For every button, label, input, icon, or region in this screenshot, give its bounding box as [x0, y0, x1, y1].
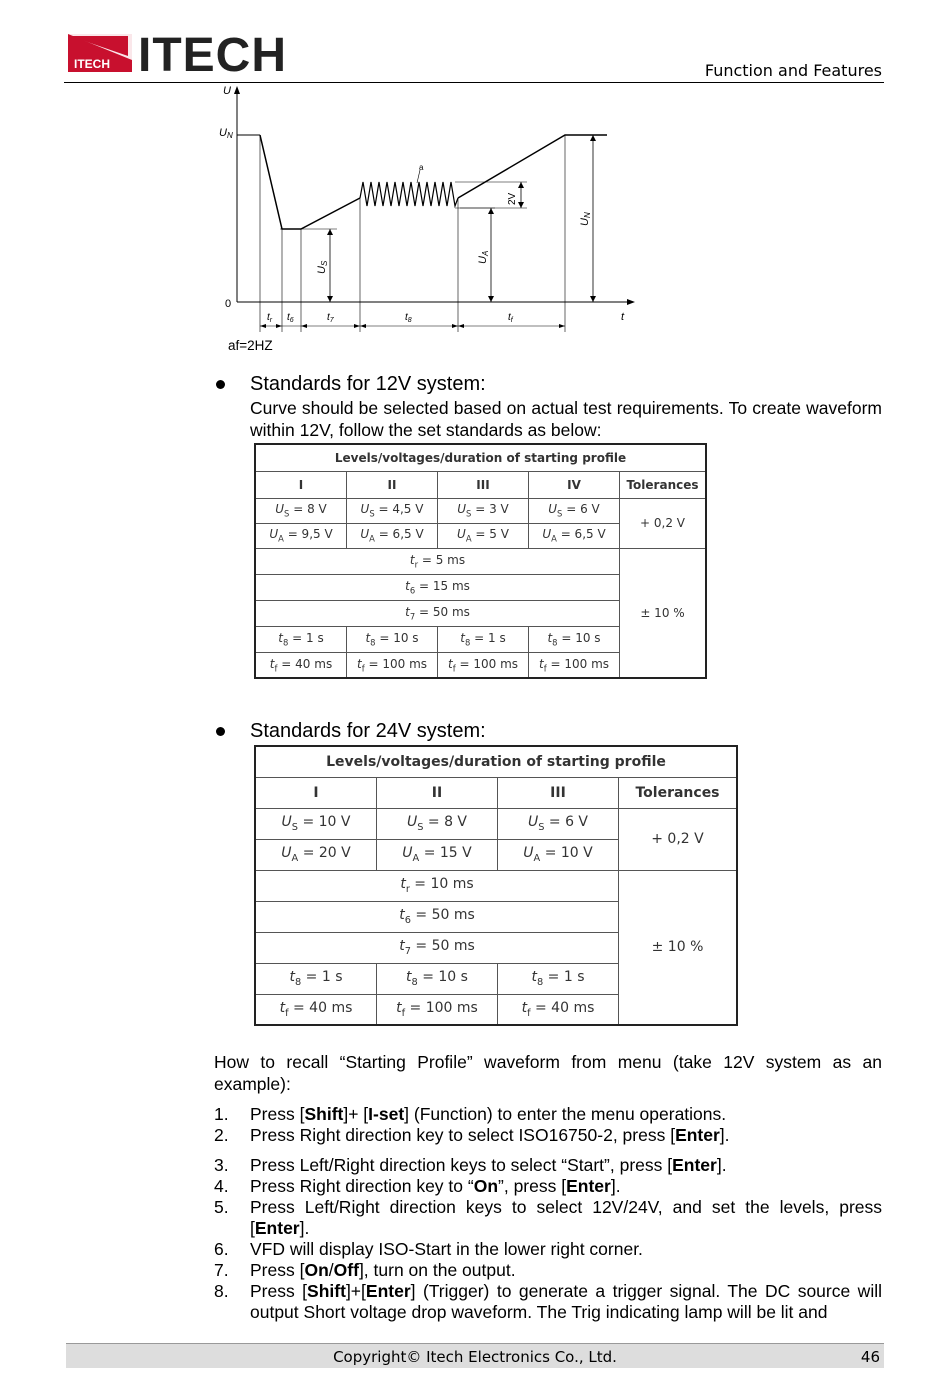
recall-intro: How to recall “Starting Profile” waveform from menu (take 12V system as an example):: [214, 1052, 882, 1094]
table-cell: $t_8 = 10$ s: [529, 626, 620, 652]
step-3: 3. Press Left/Right direction keys to select “Start”, press [Enter].: [214, 1155, 727, 1175]
table-cell: $t_f = 100$ ms: [377, 994, 498, 1025]
svg-text:UN: UN: [219, 127, 233, 140]
section-title: Function and Features: [704, 61, 882, 80]
itech-logo: [68, 30, 298, 81]
svg-text:US: US: [316, 260, 329, 274]
col-header: Tolerances: [620, 471, 707, 498]
col-header: II: [347, 471, 438, 498]
step-1: 1. Press [Shift]+ [I-set] (Function) to enter the menu operations.: [214, 1104, 727, 1124]
table-cell: ± 10 %: [620, 548, 707, 678]
col-header: II: [377, 777, 498, 808]
table-cell: $U_S = 10$ V: [255, 808, 377, 839]
table-12v: [254, 443, 707, 679]
table-cell: $U_S = 4,5$ V: [347, 498, 438, 523]
svg-text:2V: 2V: [507, 192, 518, 205]
col-header: III: [438, 471, 529, 498]
table-cell: $U_S = 3$ V: [438, 498, 529, 523]
table-cell: ± 10 %: [619, 870, 738, 1025]
step-7: 7. Press [On/Off], turn on the output.: [214, 1260, 516, 1280]
table-cell: $t_f = 40$ ms: [498, 994, 619, 1025]
header-divider: [64, 82, 884, 83]
table-cell: $U_A = 9,5$ V: [255, 523, 347, 548]
table-cell: $t_f = 40$ ms: [255, 994, 377, 1025]
svg-text:t8: $t_8$: [405, 312, 412, 324]
table-cell: $t_f = 100$ ms: [529, 652, 620, 678]
table-cell: $t_8 = 1$ s: [255, 963, 377, 994]
table-cell: $U_A = 5$ V: [438, 523, 529, 548]
table-cell: $U_S = 8$ V: [255, 498, 347, 523]
table-cell: $t_8 = 1$ s: [255, 626, 347, 652]
table-cell: $U_A = 6,5$ V: [347, 523, 438, 548]
table-cell: $U_S = 6$ V: [529, 498, 620, 523]
table-cell: $t_6 = 50$ ms: [255, 901, 619, 932]
step-4: 4. Press Right direction key to “On”, press [Enter].: [214, 1176, 621, 1196]
bullet-24v: [216, 727, 225, 736]
table-cell: $U_S = 6$ V: [498, 808, 619, 839]
table-cell: $t_f = 100$ ms: [438, 652, 529, 678]
svg-text:ITECH: ITECH: [74, 57, 110, 71]
footer: [66, 1343, 884, 1368]
col-header: I: [255, 471, 347, 498]
table-cell: $t_f = 100$ ms: [347, 652, 438, 678]
table-cell: $t_r = 5$ ms: [255, 548, 620, 574]
svg-text:t6: $t_6$: [287, 312, 294, 324]
table-cell: + 0,2 V: [619, 808, 738, 870]
heading-24v: Standards for 24V system:: [250, 720, 486, 742]
copyright: Copyright© Itech Electronics Co., Ltd.: [333, 1348, 617, 1366]
table-cell: $U_A = 6,5$ V: [529, 523, 620, 548]
table-cell: $t_8 = 1$ s: [498, 963, 619, 994]
table-cell: $t_8 = 10$ s: [347, 626, 438, 652]
bullet-12v: [216, 380, 225, 389]
table-cell: $t_8 = 10$ s: [377, 963, 498, 994]
step-5: 5. Press Left/Right direction keys to select 12V/24V, and set the levels, press [Enter].: [214, 1197, 882, 1238]
table-cell: $t_r = 10$ ms: [255, 870, 619, 901]
step-8: 8. Press [Shift]+[Enter] (Trigger) to generate a trigger signal. The DC source will output Short voltage drop waveform. The Trig indicating lamp will be lit and: [214, 1281, 882, 1322]
col-header: III: [498, 777, 619, 808]
table-12v-title: Levels/voltages/duration of starting profile: [255, 444, 706, 471]
table-cell: $t_7 = 50$ ms: [255, 600, 620, 626]
waveform-figure: [205, 84, 645, 359]
heading-12v: Standards for 12V system:: [250, 373, 486, 395]
svg-text:a: a: [419, 163, 424, 172]
svg-text:U: U: [223, 85, 231, 97]
table-cell: $t_8 = 1$ s: [438, 626, 529, 652]
text-12v: Curve should be selected based on actual test requirements. To create waveform within 12V, follow the set standards as below:: [250, 398, 882, 440]
svg-text:UA: UA: [477, 250, 490, 264]
table-cell: $U_A = 20$ V: [255, 839, 377, 870]
step-2: 2. Press Right direction key to select ISO16750-2, press [Enter].: [214, 1125, 730, 1145]
svg-text:tr: $t_r$: [267, 312, 273, 324]
table-cell: $U_A = 10$ V: [498, 839, 619, 870]
svg-text:af=2HZ: af=2HZ: [228, 338, 273, 353]
table-cell: $t_6 = 15$ ms: [255, 574, 620, 600]
svg-text:0: 0: [225, 298, 232, 310]
table-cell: + 0,2 V: [620, 498, 707, 548]
table-cell: $U_A = 15$ V: [377, 839, 498, 870]
svg-text:t: t: [621, 311, 625, 323]
table-cell: $t_7 = 50$ ms: [255, 932, 619, 963]
step-6: 6. VFD will display ISO-Start in the lower right corner.: [214, 1239, 643, 1259]
table-cell: $t_f = 40$ ms: [255, 652, 347, 678]
svg-text:UN: UN: [579, 212, 592, 226]
recall-steps: [214, 1104, 882, 1323]
col-header: Tolerances: [619, 777, 738, 808]
svg-text:ITECH: ITECH: [138, 30, 287, 76]
page-number: 46: [860, 1348, 880, 1366]
svg-text:tf: $t_f$: [508, 312, 513, 324]
col-header: IV: [529, 471, 620, 498]
table-24v: [254, 745, 738, 1026]
table-24v-title: Levels/voltages/duration of starting profile: [255, 746, 737, 777]
svg-text:t7: $t_7$: [327, 312, 334, 324]
table-cell: $U_S = 8$ V: [377, 808, 498, 839]
col-header: I: [255, 777, 377, 808]
